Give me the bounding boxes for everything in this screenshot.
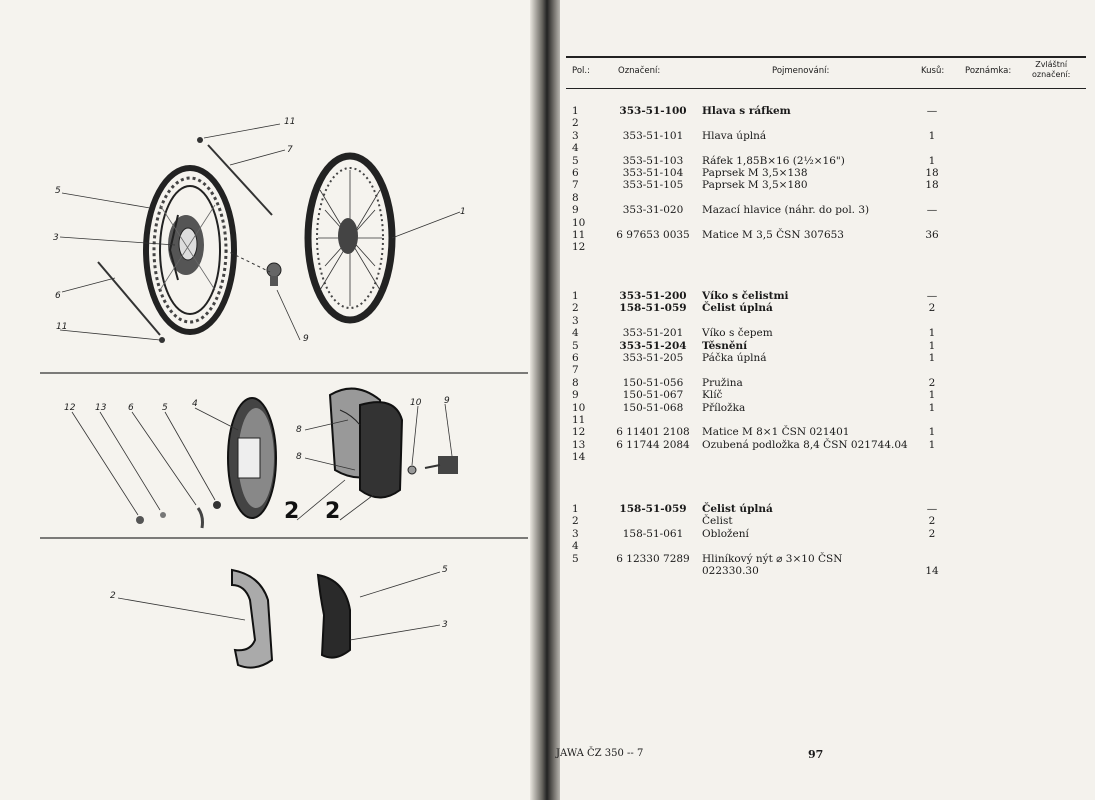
cell-pos: 1: [572, 105, 579, 117]
cell-name: Hliníkový nýt ⌀ 3×10 ČSN: [702, 552, 843, 565]
svg-text:9: 9: [303, 334, 309, 344]
brake-shoes: [330, 389, 402, 498]
table-row: [566, 528, 1086, 540]
cell-pos: 4: [572, 142, 579, 155]
cell-pos: 4: [572, 327, 579, 340]
cell-pos: 8: [572, 191, 579, 204]
table-row: [566, 167, 1086, 179]
cell-code: 6 11744 2084: [616, 438, 690, 451]
cell-code: 158-51-061: [622, 527, 684, 540]
table-row: [566, 414, 1086, 426]
cell-qty: 36: [925, 229, 939, 241]
cell-pos: 9: [572, 389, 579, 402]
cell-qty: 1: [928, 154, 936, 167]
cell-name: Obložení: [702, 527, 749, 540]
cell-pos: 14: [572, 451, 586, 464]
table-row: [566, 327, 1086, 339]
cell-name: Ozubená podložka 8,4 ČSN 021744.04: [702, 438, 908, 451]
cell-name: Matice M 8×1 ČSN 021401: [702, 426, 850, 439]
cell-pos: 12: [572, 241, 586, 254]
cell-code: 353-51-101: [622, 129, 684, 142]
cell-code: 150-51-056: [622, 376, 684, 389]
cell-pos: 12: [572, 426, 586, 439]
cell-name: Víko s čepem: [702, 327, 773, 340]
cell-qty: —: [926, 204, 938, 217]
cell-qty: 18: [925, 179, 939, 192]
column-header-kusu: Kusů:: [921, 66, 945, 76]
cell-name: Klíč: [702, 389, 723, 402]
page-number: 97: [808, 748, 824, 761]
table-row: [566, 553, 1086, 565]
cell-code: 158-51-059: [619, 302, 687, 315]
cell-name: Hlava úplná: [702, 129, 767, 142]
table-top-rule: [566, 56, 1086, 58]
cell-name: Čelist úplná: [702, 302, 773, 315]
cell-name: Pružina: [702, 376, 743, 389]
svg-text:8: 8: [296, 452, 302, 462]
cell-pos: 1: [572, 503, 579, 515]
table-row: [566, 426, 1086, 438]
svg-text:3: 3: [53, 233, 59, 243]
cell-qty: 1: [928, 129, 936, 142]
table-row: [566, 451, 1086, 463]
cell-name: Paprsek M 3,5×180: [702, 179, 808, 192]
cell-qty: —: [926, 290, 938, 302]
table-row: [566, 229, 1086, 241]
cell-name: Hlava s ráfkem: [702, 105, 791, 117]
cell-qty: 14: [925, 565, 939, 577]
brake-lining-detail: [318, 575, 350, 658]
grease-nipple-part: [267, 263, 281, 277]
table-row: [566, 340, 1086, 352]
cell-pos: 7: [572, 179, 579, 192]
cell-qty: 1: [928, 426, 936, 439]
cell-pos: 6: [572, 167, 579, 179]
cell-pos: 3: [572, 129, 579, 142]
cell-pos: 5: [572, 552, 579, 565]
washer-part: [408, 466, 416, 474]
brake-plate: [228, 398, 276, 518]
cell-pos: 9: [572, 204, 579, 217]
svg-text:11: 11: [284, 117, 296, 127]
column-header-zvlastni: Zvláštní označení:: [1032, 60, 1071, 79]
cell-code: 6 12330 7289: [616, 552, 690, 565]
cell-qty: 1: [928, 339, 936, 352]
svg-text:5: 5: [162, 403, 168, 413]
svg-text:5: 5: [442, 565, 448, 575]
column-header-oznaceni: Označení:: [618, 66, 661, 76]
cell-qty: 1: [928, 438, 936, 451]
cell-code: 150-51-067: [622, 389, 684, 402]
cell-code: 353-51-104: [622, 167, 684, 179]
svg-text:6: 6: [128, 403, 134, 413]
table-row: [566, 217, 1086, 229]
wheel-spoked: [308, 156, 392, 320]
cell-name: Paprsek M 3,5×138: [702, 167, 808, 179]
table-row: [566, 503, 1086, 515]
lever-part: [198, 508, 203, 528]
cell-pos: 10: [572, 401, 586, 414]
svg-text:2: 2: [110, 591, 116, 601]
big-item-labels: [284, 499, 340, 524]
cell-qty: —: [926, 105, 938, 117]
cell-pos: 2: [572, 515, 579, 528]
svg-text:12: 12: [64, 403, 76, 413]
callout-labels-top: [53, 117, 466, 344]
exploded-wheel-illustration: [0, 0, 540, 800]
cell-name: Čelist úplná: [702, 503, 773, 515]
cell-name: Víko s čelistmi: [702, 290, 789, 302]
table-row: [566, 389, 1086, 401]
table-row: [566, 204, 1086, 216]
cell-qty: 2: [928, 527, 936, 540]
cell-pos: 3: [572, 314, 579, 327]
cell-pos: 7: [572, 364, 579, 377]
cell-pos: 4: [572, 540, 579, 553]
seal-part: [213, 501, 221, 509]
cell-qty: 2: [928, 515, 936, 528]
cell-pos: 13: [572, 438, 586, 451]
table-row: [566, 315, 1086, 327]
cell-qty: 1: [928, 389, 936, 402]
cell-pos: 8: [572, 376, 579, 389]
washer-part: [160, 512, 166, 518]
cell-code: 353-51-103: [622, 154, 684, 167]
spoke-part: [98, 262, 160, 335]
cell-code: 6 11401 2108: [616, 426, 690, 439]
table-header-rule: [566, 88, 1086, 89]
table-row: [566, 364, 1086, 376]
cell-name: Příložka: [702, 401, 746, 414]
cell-pos: 2: [572, 117, 579, 130]
cell-code: 6 97653 0035: [616, 229, 690, 241]
svg-text:3: 3: [442, 620, 448, 630]
svg-text:10: 10: [410, 398, 422, 408]
svg-text:5: 5: [55, 186, 61, 196]
cell-qty: 1: [928, 401, 936, 414]
cell-pos: 6: [572, 352, 579, 364]
cell-code: 353-51-201: [622, 327, 684, 340]
table-row: [566, 402, 1086, 414]
cell-pos: 11: [572, 229, 586, 241]
grease-nipple-base: [270, 276, 278, 286]
cell-name: Těsnění: [702, 339, 748, 352]
svg-text:11: 11: [56, 322, 68, 332]
cell-qty: 1: [928, 352, 936, 364]
column-header-pojmenovani: Pojmenování:: [772, 66, 830, 76]
table-row: [566, 241, 1086, 253]
cell-name: 022330.30: [702, 565, 759, 577]
cell-pos: 1: [572, 290, 579, 302]
table-row: [566, 179, 1086, 191]
cell-qty: 18: [925, 167, 939, 179]
cell-code: 353-51-100: [619, 105, 687, 117]
cell-qty: 2: [928, 302, 936, 315]
table-row: [566, 377, 1086, 389]
key-part: [438, 456, 458, 474]
cell-code: 353-51-200: [619, 290, 687, 302]
cell-code: 353-51-105: [622, 179, 684, 192]
cell-name: Páčka úplná: [702, 352, 767, 364]
table-row: [566, 142, 1086, 154]
table-row: [566, 540, 1086, 552]
footer-model: JAWA ČZ 350 -- 7: [556, 748, 644, 759]
cell-pos: 3: [572, 527, 579, 540]
table-row: [566, 439, 1086, 451]
cell-qty: 2: [928, 376, 936, 389]
cell-pos: 5: [572, 154, 579, 167]
table-row: [566, 352, 1086, 364]
nut-part: [136, 516, 144, 524]
callout-labels-bottom: [110, 565, 448, 630]
cell-name: Mazací hlavice (náhr. do pol. 3): [702, 204, 870, 217]
cell-name: Čelist: [702, 515, 733, 528]
svg-text:9: 9: [444, 396, 450, 406]
nipple-part: [197, 137, 203, 143]
table-row: [566, 302, 1086, 314]
cell-code: 353-51-205: [622, 352, 684, 364]
cell-name: Matice M 3,5 ČSN 307653: [702, 229, 844, 241]
cell-pos: 2: [572, 302, 579, 315]
svg-text:13: 13: [95, 403, 107, 413]
svg-text:8: 8: [296, 425, 302, 435]
cell-qty: —: [926, 503, 938, 515]
table-row: [566, 192, 1086, 204]
cell-code: 353-31-020: [622, 204, 684, 217]
table-row: [566, 155, 1086, 167]
svg-text:2: 2: [325, 499, 341, 524]
svg-text:2: 2: [284, 499, 300, 524]
table-row: [566, 117, 1086, 129]
svg-text:7: 7: [287, 145, 293, 155]
cell-name: Ráfek 1,85B×16 (2½×16"): [702, 154, 845, 167]
cell-code: 158-51-059: [619, 503, 687, 515]
cell-code: 353-51-204: [619, 339, 687, 352]
table-row: [566, 130, 1086, 142]
cell-pos: 11: [572, 414, 586, 426]
table-row: [566, 290, 1086, 302]
table-row: [566, 565, 1086, 577]
cell-code: 150-51-068: [622, 401, 684, 414]
column-header-pol: Pol.:: [572, 66, 590, 76]
table-row: [566, 515, 1086, 527]
cell-pos: 5: [572, 339, 579, 352]
svg-text:6: 6: [55, 291, 61, 301]
table-row: [566, 105, 1086, 117]
column-header-poznamka: Poznámka:: [965, 66, 1012, 76]
svg-text:4: 4: [192, 399, 198, 409]
svg-text:1: 1: [460, 207, 466, 217]
wheel-with-hub: [146, 168, 234, 332]
cell-pos: 10: [572, 216, 586, 229]
cell-qty: 1: [928, 327, 936, 340]
